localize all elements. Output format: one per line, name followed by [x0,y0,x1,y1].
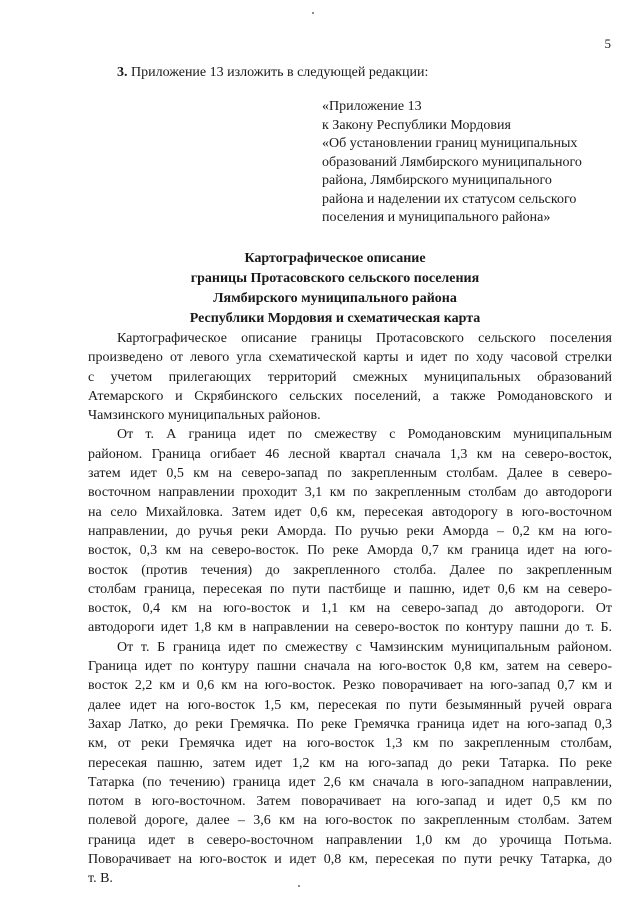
body-line: автодороги идет 1,8 км в направлении на северо-восток по контуру пашни до т. Б. [88,620,612,636]
instruction-text: Приложение 13 изложить в следующей редакции: [127,65,429,80]
body-line: Картографическое описание границы Протасовского сельского поселения [117,331,612,346]
body-line: Захар Латко, до реки Гремячка. По реке Гремячка граница идет на юго-запад 0,3 [88,716,612,732]
appendix-line: «Приложение 13 [322,99,422,114]
body-line: далее идет на юго-восток 1,5 км, пересекая по пути безымянный ручей оврага [88,697,612,713]
body-line: восток, 0,4 км на юго-восток и 1,1 км на северо-запад до автодороги. От [88,601,612,617]
title-line: Республики Мордовия и схематическая карта [189,311,481,326]
item-number: 3. [117,65,128,80]
scan-speck [298,885,300,887]
body-line: затем идет 0,5 км на северо-запад по закрепленным столбам. Далее в северо- [88,466,612,482]
appendix-line: образований Лямбирского муниципального [322,154,582,170]
body-line: восточном направлении проходит 3,1 км по закрепленным столбам до автодороги [88,485,612,501]
body-line: восток 2,2 км и 0,6 км на юго-восток. Резко поворачивает на юго-запад 0,7 км и [88,678,612,694]
appendix-line: «Об установлении границ муниципальных [322,136,578,151]
amendment-instruction [117,65,428,81]
body-line: потом в юго-восточном. Затем поворачивает на юго-запад и идет 0,5 км по [88,794,612,810]
body-line: Татарка (по течению) граница идет 2,6 км сначала в юго-западном направлении, [88,774,612,790]
title-line: границы Протасовского сельского поселения [190,271,480,286]
body-line: восток (против течения) до закрепленного столба. Далее по закрепленным [88,562,612,578]
body-line: районом. Граница огибает 46 лесной квартал сначала 1,3 км на северо-восток, [88,446,612,462]
body-line: т. В. [88,871,113,887]
body-line: на село Михайловка. Затем идет 0,6 км, пересекая автодорогу в юго-восточном [88,504,612,520]
body-line: полевой дороге, далее – 3,6 км на юго-восток по закрепленным столбам. Затем [88,813,612,829]
title-line: Лямбирского муниципального района [213,291,457,306]
appendix-reference [322,98,622,228]
body-line: От т. А граница идет по смежеству с Ромодановским муниципальным [117,427,612,443]
appendix-line: района и наделении их статусом сельского [322,191,577,207]
body-line: От т. Б граница идет по смежеству с Чамзинским муниципальным районом. [117,639,612,655]
body-line: произведено от левого угла схематической карты и идет по ходу часовой стрелки [88,350,612,366]
scan-speck [312,12,314,14]
body-line: км, от реки Гремячка идет на юго-восток 1,3 км по закрепленным столбам, [88,736,612,752]
appendix-line: поселения и муниципального района» [322,210,551,225]
document-title [0,249,640,329]
body-line: пересекая пашню, затем идет 1,2 км на юго-запад до реки Татарка. По реке [88,755,612,771]
body-line: столбам граница, пересекая по пути пастбище и пашню, идет 0,6 км на северо- [88,581,612,597]
appendix-line: к Закону Республики Мордовия [322,117,511,133]
body-line: с учетом прилегающих территорий смежных муниципальных образований [88,369,612,385]
title-line: Картографическое описание [244,251,426,266]
body-line: Поворачивает на юго-восток и идет 0,8 км, пересекая по пути речку Татарка, до [88,852,612,868]
body-line: восток, 0,3 км на северо-восток. По реке Аморда 0,7 км граница идет на юго- [88,543,612,559]
boundary-description [88,329,612,889]
body-line: Чамзинского муниципальных районов. [88,408,321,424]
body-line: направлении, до ручья реки Аморда. По ручью реки Аморда – 0,2 км на юго- [88,523,612,539]
page-number: 5 [604,36,611,51]
appendix-line: района, Лямбирского муниципального [322,173,552,188]
body-line: Граница идет по контуру пашни сначала на юго-восток 0,8 км, затем на северо- [88,659,612,675]
body-line: Атемарского и Скрябинского сельских поселений, а также Ромодановского и [88,388,612,404]
body-line: граница идет в северо-восточном направлении 1,0 км до урочища Потьма. [88,832,612,848]
